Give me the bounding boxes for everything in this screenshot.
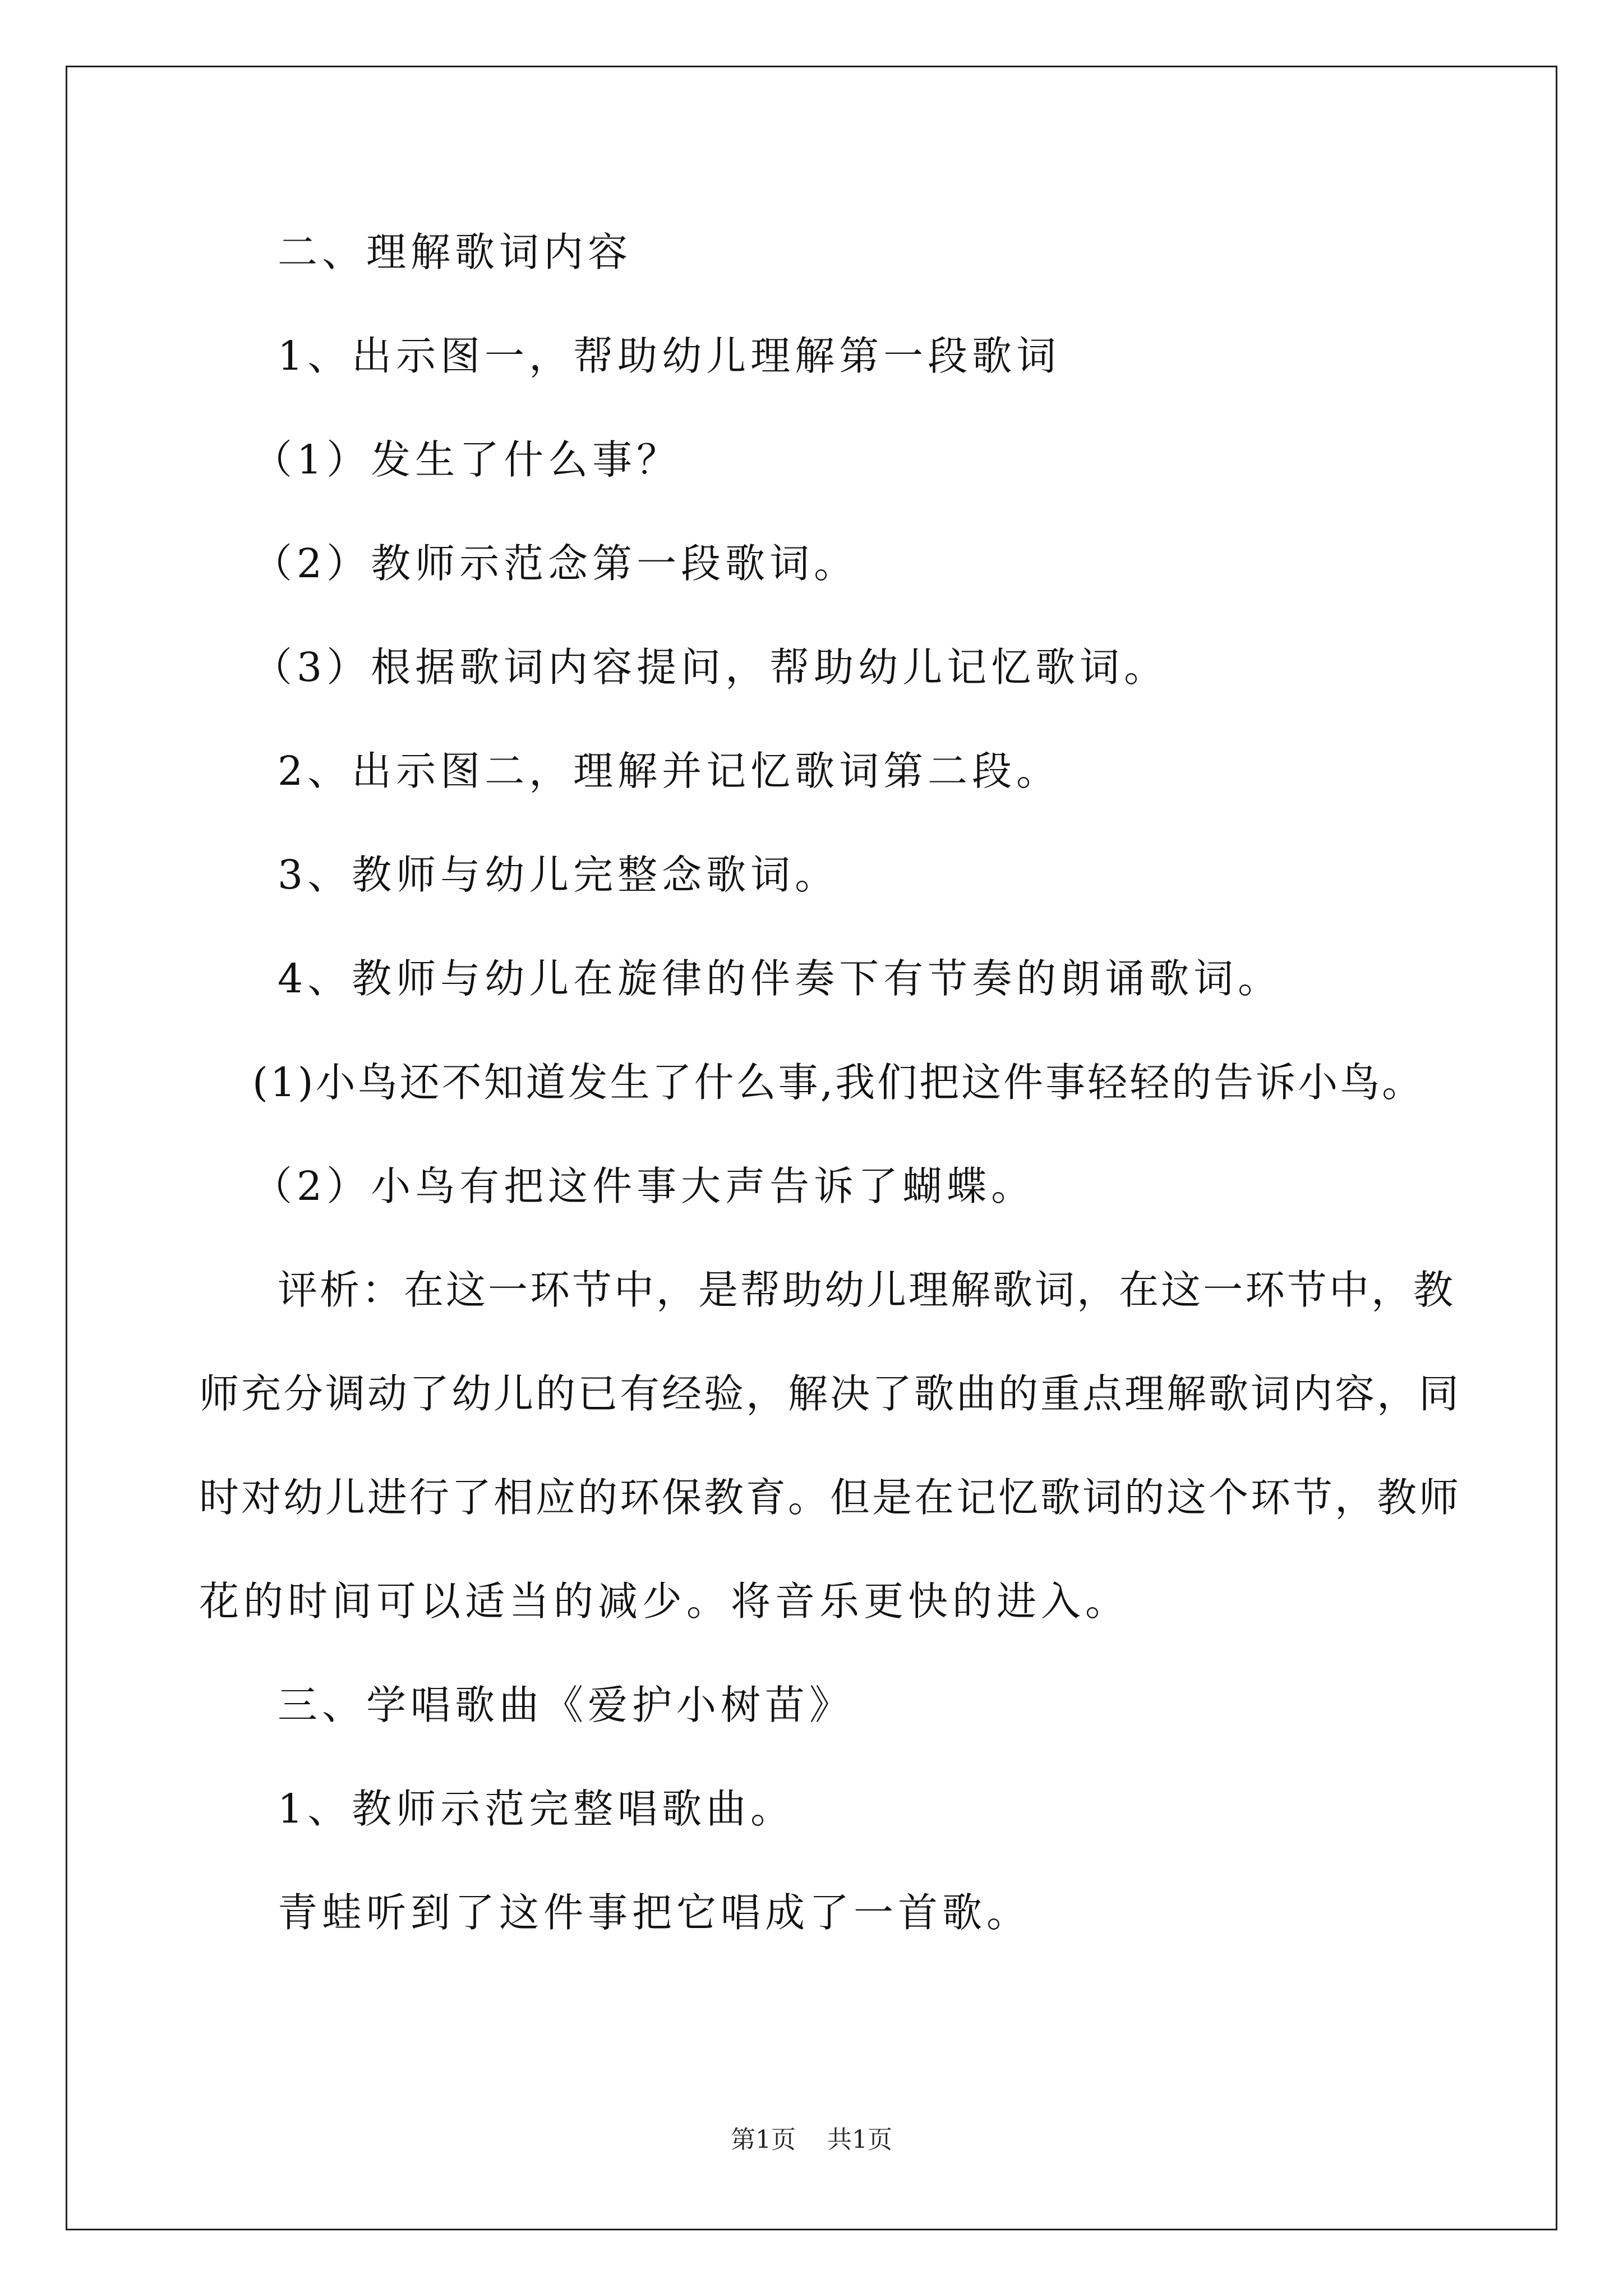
step-1-sub-3: （3）根据歌词内容提问，帮助幼儿记忆歌词。 xyxy=(252,644,1169,691)
step-4-sub-1: (1)小鸟还不知道发生了什么事,我们把这件事轻轻的告诉小鸟。 xyxy=(252,1059,1424,1106)
step-3: 3、教师与幼儿完整念歌词。 xyxy=(278,852,840,898)
analysis-line-4: 花的时间可以适当的减少。将音乐更快的进入。 xyxy=(199,1578,1130,1625)
step-1-sub-2: （2）教师示范念第一段歌词。 xyxy=(252,540,859,587)
step-4-sub-2: （2）小鸟有把这件事大声告诉了蝴蝶。 xyxy=(252,1163,1036,1209)
analysis-line-3: 时对幼儿进行了相应的环保教育。但是在记忆歌词的这个环节，教师 xyxy=(199,1474,1461,1521)
step-1-sub-1: （1）发生了什么事？ xyxy=(252,436,681,483)
analysis-line-1: 评析：在这一环节中，是帮助幼儿理解歌词，在这一环节中，教 xyxy=(278,1267,1456,1313)
song-line: 青蛙听到了这件事把它唱成了一首歌。 xyxy=(278,1889,1031,1936)
step-2: 2、出示图二，理解并记忆歌词第二段。 xyxy=(278,748,1061,794)
heading-learn-song: 三、学唱歌曲《爱护小树苗》 xyxy=(278,1682,854,1728)
step-4: 4、教师与幼儿在旋律的伴奏下有节奏的朗诵歌词。 xyxy=(278,955,1283,1002)
analysis-line-2: 师充分调动了幼儿的已有经验，解决了歌曲的重点理解歌词内容，同 xyxy=(199,1370,1461,1417)
page-number-footer: 第1页 共1页 xyxy=(731,2125,892,2154)
step-1: 1、出示图一，帮助幼儿理解第一段歌词 xyxy=(278,333,1061,379)
heading-understand-lyrics: 二、理解歌词内容 xyxy=(278,229,633,275)
song-step-1: 1、教师示范完整唱歌曲。 xyxy=(278,1786,795,1832)
